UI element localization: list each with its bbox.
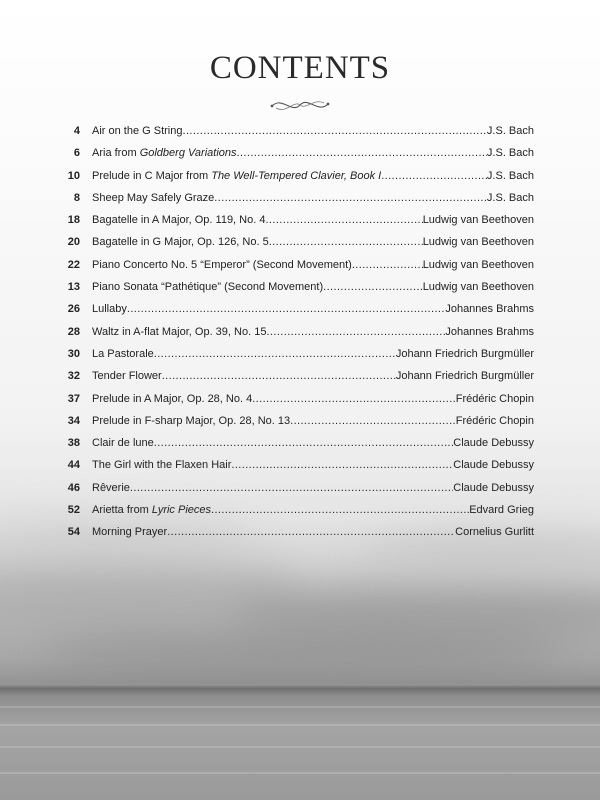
toc-entry[interactable] — [58, 526, 534, 548]
piece-title-text: The Girl with the Flaxen Hair — [92, 459, 232, 472]
piece-title-text: Tender Flower — [92, 370, 162, 383]
page-number: 32 — [67, 370, 80, 383]
piece-title-text: Clair de lune — [92, 437, 154, 450]
piece-title-text: Bagatelle in G Major, Op. 126, No. 5 — [92, 236, 269, 249]
dot-leader — [323, 281, 423, 293]
piece-title — [92, 281, 323, 293]
piece-title-text: Waltz in A-flat Major, Op. 39, No. 15 — [92, 325, 267, 338]
dot-leader — [183, 125, 487, 137]
page-number: 34 — [67, 414, 80, 427]
page-number: 6 — [73, 147, 80, 160]
piece-title — [92, 437, 154, 449]
composer-name: Frédéric Chopin — [455, 414, 534, 427]
toc-entry[interactable] — [58, 482, 534, 504]
page-title: CONTENTS — [209, 50, 391, 86]
toc-entry[interactable] — [58, 415, 534, 437]
dot-leader — [290, 415, 456, 427]
dot-leader — [231, 459, 453, 471]
composer-name: J.S. Bach — [486, 191, 534, 204]
page-number: 13 — [67, 281, 80, 294]
water-ripple — [0, 772, 600, 774]
page-number: 28 — [67, 325, 80, 338]
piece-title — [92, 370, 162, 382]
piece-title — [92, 348, 154, 360]
piece-title — [92, 459, 231, 471]
toc-entry[interactable] — [58, 393, 534, 415]
page-number: 30 — [67, 347, 80, 360]
composer-name: Edvard Grieg — [469, 504, 534, 517]
dot-leader — [154, 437, 454, 449]
composer-name: Claude Debussy — [453, 437, 534, 450]
piece-title-text: Piano Sonata “Pathétique” (Second Movement) — [92, 281, 324, 294]
page-number: 8 — [73, 191, 80, 204]
dot-leader — [162, 370, 396, 382]
dot-leader — [265, 214, 422, 226]
piece-title — [92, 125, 183, 137]
contents-list — [58, 125, 534, 549]
piece-title-text: Prelude in C Major from — [92, 169, 212, 182]
page-number: 54 — [67, 526, 80, 539]
composer-name: J.S. Bach — [486, 147, 534, 160]
piece-title — [92, 415, 290, 427]
piece-title — [92, 504, 211, 516]
dot-leader — [130, 482, 453, 494]
composer-name: Ludwig van Beethoven — [422, 258, 534, 271]
piece-title-text: Lullaby — [92, 303, 127, 316]
piece-title — [92, 236, 269, 248]
water-ripple — [0, 724, 600, 726]
dot-leader — [252, 393, 456, 405]
piece-title-italic: Goldberg Variations — [139, 147, 237, 160]
toc-entry[interactable] — [58, 192, 534, 214]
toc-entry[interactable] — [58, 259, 534, 281]
dot-leader — [266, 326, 445, 338]
sea-surface — [0, 688, 600, 800]
toc-entry[interactable] — [58, 348, 534, 370]
dot-leader — [154, 348, 396, 360]
composer-name: Claude Debussy — [453, 481, 534, 494]
piece-title — [92, 326, 266, 338]
dot-leader — [237, 147, 487, 159]
dot-leader — [269, 236, 423, 248]
composer-name: Johannes Brahms — [445, 303, 534, 316]
piece-title-italic: The Well-Tempered Clavier, Book I — [211, 169, 382, 182]
page-number: 10 — [67, 169, 80, 182]
page-number: 52 — [67, 504, 80, 517]
composer-name: Ludwig van Beethoven — [422, 214, 534, 227]
toc-entry[interactable] — [58, 459, 534, 481]
dot-leader — [127, 303, 445, 315]
toc-entry[interactable] — [58, 326, 534, 348]
piece-title-text: La Pastorale — [92, 347, 154, 360]
piece-title-text: Bagatelle in A Major, Op. 119, No. 4 — [92, 214, 266, 227]
toc-entry[interactable] — [58, 504, 534, 526]
piece-title — [92, 259, 352, 271]
toc-entry[interactable] — [58, 147, 534, 169]
piece-title-text: Rêverie — [92, 481, 130, 494]
composer-name: Ludwig van Beethoven — [422, 236, 534, 249]
piece-title-text: Arietta from — [92, 504, 152, 517]
piece-title-italic: Lyric Pieces — [151, 504, 212, 517]
dot-leader — [211, 504, 469, 516]
page-number: 44 — [67, 459, 80, 472]
composer-name: J.S. Bach — [486, 125, 534, 137]
composer-name: Frédéric Chopin — [455, 392, 534, 405]
cloud-band — [40, 630, 560, 675]
toc-entry[interactable] — [58, 214, 534, 236]
piece-title-text: Morning Prayer — [92, 526, 168, 539]
piece-title — [92, 482, 130, 494]
page-number: 37 — [67, 392, 80, 405]
piece-title — [92, 170, 381, 182]
piece-title — [92, 526, 167, 538]
toc-entry[interactable] — [58, 236, 534, 258]
toc-entry[interactable] — [58, 303, 534, 325]
dot-leader — [352, 259, 423, 271]
toc-entry[interactable] — [58, 170, 534, 192]
composer-name: Johann Friedrich Burgmüller — [395, 370, 534, 383]
dot-leader — [167, 526, 455, 538]
piece-title — [92, 303, 127, 315]
dot-leader — [214, 192, 487, 204]
piece-title-text: Sheep May Safely Graze — [92, 191, 215, 204]
toc-entry[interactable] — [58, 370, 534, 392]
page-number: 20 — [67, 236, 80, 249]
water-ripple — [0, 706, 600, 708]
piece-title — [92, 147, 237, 159]
piece-title-text: Aria from — [92, 147, 140, 160]
page-number: 38 — [67, 437, 80, 450]
piece-title-text: Air on the G String — [92, 125, 183, 137]
page-number: 22 — [67, 258, 80, 271]
piece-title — [92, 192, 214, 204]
composer-name: Claude Debussy — [453, 459, 534, 472]
page-number: 26 — [67, 303, 80, 316]
composer-name: Cornelius Gurlitt — [455, 526, 534, 539]
piece-title-text: Prelude in F-sharp Major, Op. 28, No. 13 — [92, 414, 291, 427]
piece-title — [92, 393, 252, 405]
flourish-ornament — [268, 94, 332, 116]
toc-entry[interactable] — [58, 125, 534, 147]
page-number: 18 — [67, 214, 80, 227]
composer-name: Johannes Brahms — [445, 325, 534, 338]
piece-title-text: Prelude in A Major, Op. 28, No. 4 — [92, 392, 253, 405]
toc-entry[interactable] — [58, 281, 534, 303]
page-number: 4 — [73, 125, 80, 137]
toc-entry[interactable] — [58, 437, 534, 459]
composer-name: J.S. Bach — [486, 169, 534, 182]
piece-title — [92, 214, 265, 226]
piece-title-text: Piano Concerto No. 5 “Emperor” (Second Movement) — [92, 258, 352, 271]
composer-name: Ludwig van Beethoven — [422, 281, 534, 294]
water-ripple — [0, 746, 600, 748]
page-number: 46 — [67, 481, 80, 494]
dot-leader — [381, 170, 487, 182]
composer-name: Johann Friedrich Burgmüller — [395, 347, 534, 360]
